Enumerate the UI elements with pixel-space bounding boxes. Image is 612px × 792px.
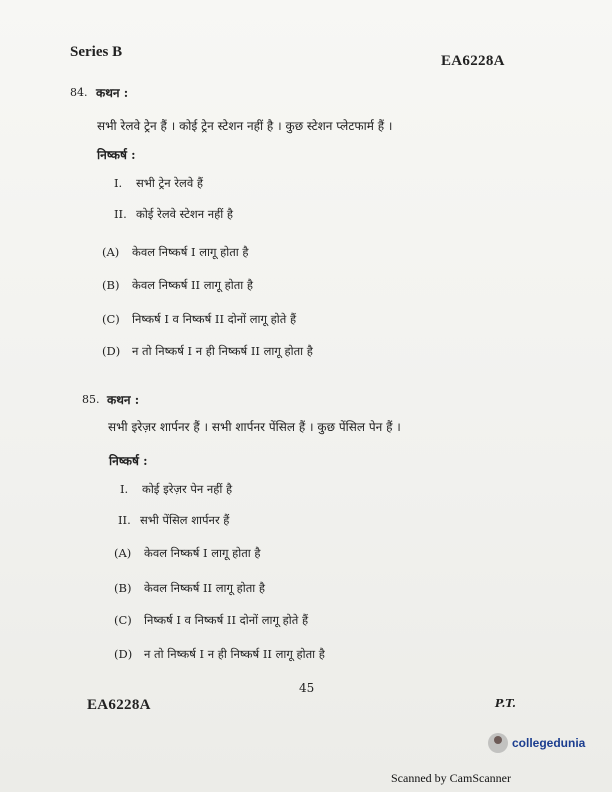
option-text: केवल निष्कर्ष I लागू होता है (144, 546, 261, 560)
question-85-option-a[interactable] (114, 546, 261, 561)
brand-name: collegedunia (512, 736, 586, 750)
question-85-option-b[interactable] (114, 581, 265, 596)
question-85-statement: सभी इरेज़र शार्पनर हैं । सभी शार्पनर पेंसिल हैं । कुछ पेंसिल पेन हैं । (108, 420, 401, 434)
conclusion-numeral: II. (114, 207, 127, 221)
conclusion-text: सभी ट्रेन रेलवे हैं (136, 176, 203, 190)
conclusion-numeral: I. (114, 176, 123, 190)
question-85-conclusions-label: निष्कर्ष : (109, 454, 148, 468)
question-85-conclusion-2 (118, 513, 229, 528)
question-84-conclusions-label: निष्कर्ष : (97, 148, 136, 162)
paper-code-top: EA6228A (441, 53, 505, 69)
conclusion-numeral: II. (118, 513, 131, 527)
question-85-conclusion-1 (120, 482, 232, 497)
please-turn-over: P.T. (495, 697, 516, 710)
option-letter: (C) (102, 312, 120, 326)
option-text: न तो निष्कर्ष I न ही निष्कर्ष II लागू होता है (132, 344, 313, 358)
question-85-number: 85. (82, 393, 100, 406)
question-84-option-c[interactable] (102, 312, 296, 327)
option-letter: (D) (102, 344, 121, 358)
option-text: निष्कर्ष I व निष्कर्ष II दोनों लागू होते हैं (144, 613, 309, 627)
option-text: केवल निष्कर्ष II लागू होता है (144, 581, 266, 595)
conclusion-numeral: I. (120, 482, 129, 496)
question-84-option-b[interactable] (102, 278, 253, 293)
question-85-option-d[interactable] (114, 647, 325, 662)
option-letter: (A) (102, 245, 120, 259)
option-letter: (B) (114, 581, 132, 595)
scanner-watermark: Scanned by CamScanner (391, 771, 511, 785)
option-text: केवल निष्कर्ष I लागू होता है (132, 245, 249, 259)
option-letter: (C) (114, 613, 132, 627)
option-letter: (A) (114, 546, 132, 560)
option-text: निष्कर्ष I व निष्कर्ष II दोनों लागू होते हैं (132, 312, 297, 326)
conclusion-text: सभी पेंसिल शार्पनर हैं (140, 513, 230, 527)
question-84-conclusion-1 (114, 176, 203, 191)
option-text: न तो निष्कर्ष I न ही निष्कर्ष II लागू होता है (144, 647, 325, 661)
option-letter: (B) (102, 278, 120, 292)
option-text: केवल निष्कर्ष II लागू होता है (132, 278, 254, 292)
question-84-statement: सभी रेलवे ट्रेन हैं । कोई ट्रेन स्टेशन नहीं है । कुछ स्टेशन प्लेटफार्म हैं । (97, 119, 393, 133)
conclusion-text: कोई रेलवे स्टेशन नहीं है (136, 207, 234, 221)
paper-code-bottom: EA6228A (87, 697, 151, 713)
page-number: 45 (299, 681, 315, 695)
question-84-statement-label: कथन : (96, 86, 129, 100)
question-84-option-d[interactable] (102, 344, 313, 359)
conclusion-text: कोई इरेज़र पेन नहीं है (142, 482, 233, 496)
question-84-option-a[interactable] (102, 245, 249, 260)
question-84-conclusion-2 (114, 207, 233, 222)
option-letter: (D) (114, 647, 133, 661)
question-84-number: 84. (70, 86, 88, 99)
collegedunia-logo (488, 733, 585, 753)
avatar-icon (488, 733, 508, 753)
question-85-statement-label: कथन : (107, 393, 140, 407)
question-85-option-c[interactable] (114, 613, 308, 628)
series-label: Series B (70, 44, 123, 60)
